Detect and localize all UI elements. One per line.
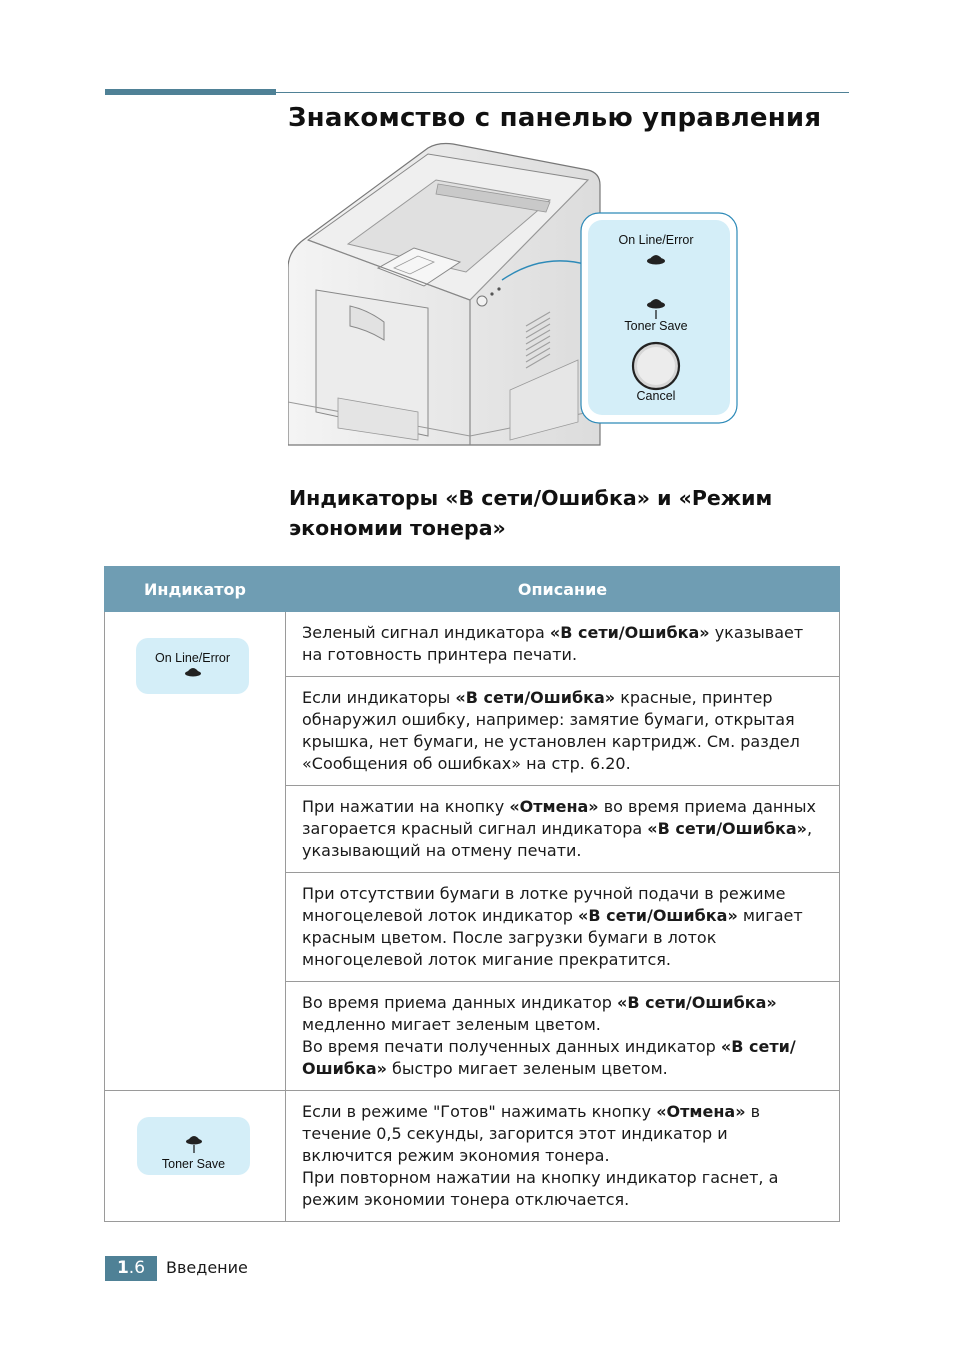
indicator-table [104,566,840,1222]
toner-indicator-cell [105,1091,286,1222]
description-cell: При нажатии на кнопку «Отмена» во время приема данных загорается красный сигнал индикатора «В сети/Ошибка», указывающий на отмену печати. [286,786,840,873]
description-cell: Если индикаторы «В сети/Ошибка» красные, принтер обнаружил ошибку, например: замятие бумаги, открытая крышка, нет бумаги, не установлен картридж. См. раздел «Сообщения об ошибках» на стр. 6.20. [286,677,840,786]
control-panel-callout [581,213,737,423]
table-row [105,612,840,677]
header-accent-bar [105,89,276,95]
table-row [105,1091,840,1222]
section-title: Индикаторы «В сети/Ошибка» и «Режим экономии тонера» [289,486,773,540]
table-header-row [105,567,840,612]
description-cell: Во время приема данных индикатор «В сети/Ошибка» медленно мигает зеленым цветом. Во время печати полученных данных индикатор «В сети/Ошибка» быстро мигает зеленым цветом. [286,982,840,1091]
header-rule-line [276,92,849,93]
toner-indicator-panel [137,1117,250,1175]
online-indicator-label: On Line/Error [154,651,231,665]
cancel-label: Cancel [636,389,676,403]
chapter-number: 1 [116,1258,129,1278]
page-title: Знакомство с панелью управления [288,103,822,133]
description-cell: При отсутствии бумаги в лотке ручной подачи в режиме многоцелевой лоток индикатор «В сети/Ошибка» мигает красным цветом. После загрузки бумаги в лоток многоцелевой лоток мигание прекратится. [286,873,840,982]
header-indicator: Индикатор [105,567,286,612]
toner-indicator-led-icon [184,1132,204,1154]
toner-indicator-label: Toner Save [161,1157,226,1171]
online-indicator-panel [136,638,249,694]
page-number: 6 [134,1258,146,1278]
printer-body [288,144,600,446]
chapter-name: Введение [166,1258,248,1277]
online-indicator-led-icon [183,664,203,678]
cancel-button[interactable] [633,343,679,389]
online-indicator-cell [105,612,286,1091]
header-description: Описание [286,567,840,612]
online-error-label: On Line/Error [618,233,694,247]
description-cell: Зеленый сигнал индикатора «В сети/Ошибка» указывает на готовность принтера печати. [286,612,840,677]
description-cell: Если в режиме "Готов" нажимать кнопку «Отмена» в течение 0,5 секунды, загорится этот индикатор и включится режим экономия тонера. При повторном нажатии на кнопку индикатор гаснет, а режим экономии тонера отключается. [286,1091,840,1222]
page-number-badge: 1.6 [105,1256,157,1281]
printer-illustration [288,140,748,452]
toner-save-label: Toner Save [624,319,688,333]
